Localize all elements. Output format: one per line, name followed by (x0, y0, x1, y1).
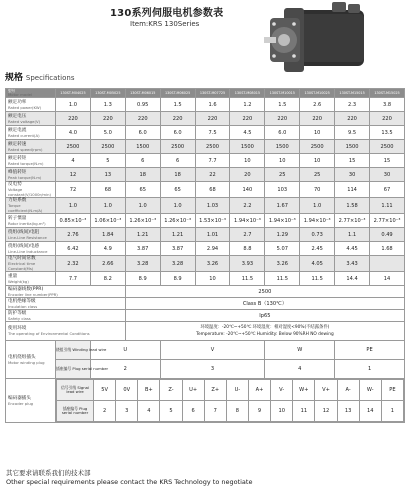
spec-row-label-cn: 力矩系数 (8, 198, 27, 203)
winding-plug-number-cell: 3 (160, 360, 265, 379)
encoder-line-row-value: 2500 (125, 286, 404, 298)
spec-cell: 2500 (56, 140, 91, 154)
encoder-signal-row-cell: Z- (160, 380, 182, 401)
encoder-signal-row-cell: Z+ (204, 380, 226, 401)
encoder-signal-row-cell: U+ (182, 380, 204, 401)
spec-cell: 11.5 (230, 272, 265, 286)
spec-cell: 25 (265, 168, 300, 182)
spec-row-label-en: Rotor inertia(kg.m²) (8, 220, 46, 226)
spec-row-label-en: Rated voltage(V) (8, 118, 41, 124)
spec-cell: 220 (56, 112, 91, 126)
spec-cell: 15 (370, 154, 405, 168)
spec-cell: 8.8 (230, 242, 265, 256)
spec-row (6, 242, 405, 256)
winding-plug-label (6, 341, 56, 379)
spec-row-label-cn: 绕组(线间)电感 (8, 243, 40, 249)
spec-cell: 1500 (265, 140, 300, 154)
insulation-row-label-cn: 电机绝缘等级 (8, 298, 36, 304)
spec-row-label-en: Electrical time Constant(Ms) (8, 261, 36, 271)
spec-cell: 10 (265, 154, 300, 168)
spec-row (6, 126, 405, 140)
spec-cell: 10 (300, 154, 335, 168)
spec-cell: 1.0 (56, 98, 91, 112)
encoder-number-row-label: 插座编号 Plug serial number (57, 401, 94, 422)
spec-cell: 3.28 (160, 256, 195, 272)
winding-plug-number-cell: 4 (265, 360, 335, 379)
spec-row-label-en: Rated power(KW) (8, 104, 42, 110)
spec-cell (370, 256, 405, 272)
spec-row-label-cn: 峰值转矩 (8, 169, 27, 175)
spec-cell: 8.9 (125, 272, 160, 286)
spec-cell: 1.0 (300, 198, 335, 214)
environment-line-cn: 环境温度：-20℃~+50℃ 环境湿度：相对湿度<90%(不结露条件) (200, 325, 330, 330)
encoder-signal-row-cell: W+ (293, 380, 315, 401)
model-header-cell: 130ST-M15015 (335, 89, 370, 98)
encoder-number-row-cell: 11 (293, 401, 315, 422)
encoder-signal-row (57, 380, 404, 401)
spec-cell: 4.45 (335, 242, 370, 256)
spec-row (6, 154, 405, 168)
spec-cell: 68 (195, 182, 230, 198)
encoder-number-row-cell: 2 (94, 401, 116, 422)
encoder-signal-row-label: 信号引线 Signal lead wire (57, 380, 94, 401)
safety-row-value: Ip65 (125, 310, 404, 322)
winding-pin-cell: W (265, 341, 335, 360)
spec-row-label-en: Peak torque(N.m) (8, 174, 42, 180)
safety-row-label-cn: 防护等级 (8, 310, 27, 316)
spec-cell: 220 (370, 112, 405, 126)
spec-row (6, 256, 405, 272)
spec-cell: 1.0 (160, 198, 195, 214)
encoder-line-row-label (6, 286, 126, 298)
winding-plug-label-cn: 电机绕组插头 (8, 354, 36, 360)
spec-cell: 2.77×10⁻³ (370, 214, 405, 228)
page-subtitle: Item:KRS 130Series (130, 20, 200, 28)
insulation-row-label-en: Insulation class (8, 303, 38, 309)
spec-cell: 3.28 (125, 256, 160, 272)
spec-cell: 6 (125, 154, 160, 168)
spec-cell: 65 (160, 182, 195, 198)
spec-row-label-en: Rated current(A) (8, 132, 40, 138)
encoder-number-row-cell: 5 (160, 401, 182, 422)
spec-cell: 2.76 (56, 228, 91, 242)
environment-label (6, 322, 126, 341)
spec-cell: 6 (160, 154, 195, 168)
spec-cell: 2500 (300, 140, 335, 154)
environment-line-en: Temperature: -20℃~+50℃ Humidity: Below 90%RH NO dewing (196, 332, 334, 337)
spec-cell: 1.5 (160, 98, 195, 112)
environment-row (6, 322, 405, 341)
spec-cell: 140 (230, 182, 265, 198)
spec-cell: 0.49 (370, 228, 405, 242)
encoder-pin-table (56, 379, 404, 422)
spec-cell: 30 (335, 168, 370, 182)
spec-cell: 2500 (195, 140, 230, 154)
encoder-number-row-cell: 6 (182, 401, 204, 422)
spec-row-label (6, 228, 56, 242)
spec-row-label-en: Rated speed(rpm) (8, 146, 43, 152)
winding-plug-number-label: 插座编号 Plug serial number (56, 360, 91, 379)
spec-row-label (6, 126, 56, 140)
spec-row-label (6, 182, 56, 198)
spec-cell: 1.26×10⁻³ (125, 214, 160, 228)
spec-cell: 2.94 (195, 242, 230, 256)
winding-plug-number-cell: 2 (90, 360, 160, 379)
spec-cell: 1.1 (335, 228, 370, 242)
winding-pin-cell: PE (335, 341, 405, 360)
model-header-label (6, 89, 56, 98)
encoder-number-row-cell: 8 (226, 401, 248, 422)
model-header-cell: 130ST-M08015 (230, 89, 265, 98)
spec-cell: 72 (56, 182, 91, 198)
spec-cell: 220 (90, 112, 125, 126)
spec-cell: 4.0 (56, 126, 91, 140)
insulation-row (6, 298, 405, 310)
spec-row-label-cn: 额定转速 (8, 141, 27, 147)
encoder-number-row-cell: 13 (337, 401, 359, 422)
spec-row-label (6, 256, 56, 272)
winding-pin-cell: U (90, 341, 160, 360)
spec-cell: 2.6 (300, 98, 335, 112)
winding-plug-number-cell: 1 (335, 360, 405, 379)
spec-row-label-cn: 转子惯量 (8, 215, 27, 221)
encoder-signal-row-cell: A+ (248, 380, 270, 401)
spec-cell: 2.32 (56, 256, 91, 272)
spec-cell: 10 (300, 126, 335, 140)
model-header-cell: 130ST-M06015 (125, 89, 160, 98)
spec-cell: 2.45 (300, 242, 335, 256)
spec-cell: 8.9 (160, 272, 195, 286)
spec-heading-cn: 规格 (5, 73, 24, 83)
safety-row-label-en: Safety class (8, 315, 31, 321)
spec-cell: 1.3 (90, 98, 125, 112)
spec-row (6, 182, 405, 198)
encoder-line-row-label-cn: 编码器线数(PPR) (8, 286, 44, 292)
spec-cell: 67 (370, 182, 405, 198)
spec-cell: 220 (230, 112, 265, 126)
spec-row-label (6, 140, 56, 154)
spec-cell: 1.94×10⁻³ (230, 214, 265, 228)
model-header-cell: 130ST-M10025 (300, 89, 335, 98)
spec-row-label (6, 214, 56, 228)
spec-cell: 0.85×10⁻³ (56, 214, 91, 228)
spec-heading-en: Specifications (25, 74, 75, 82)
spec-cell: 12 (56, 168, 91, 182)
spec-row-label (6, 168, 56, 182)
spec-cell: 4.05 (300, 256, 335, 272)
spec-row-label (6, 112, 56, 126)
spec-cell: 1.58 (335, 198, 370, 214)
safety-row-label (6, 310, 126, 322)
model-header-label-en: Motor model (8, 92, 33, 97)
insulation-row-value: Class B（130℃） (125, 298, 404, 310)
spec-cell: 3.43 (335, 256, 370, 272)
spec-cell: 103 (265, 182, 300, 198)
encoder-signal-row-cell: A- (337, 380, 359, 401)
model-header-cell: 130ST-M07725 (195, 89, 230, 98)
spec-cell: 3.26 (265, 256, 300, 272)
spec-cell: 1.0 (56, 198, 91, 214)
spec-cell: 1.26×10⁻³ (160, 214, 195, 228)
encoder-number-row-cell: 7 (204, 401, 226, 422)
winding-pin-cell: V (160, 341, 265, 360)
encoder-plug-label-en: Encoder plug (8, 400, 34, 406)
spec-cell: 220 (335, 112, 370, 126)
model-header-cell: 130ST-M05025 (90, 89, 125, 98)
spec-row-label (6, 154, 56, 168)
spec-row (6, 98, 405, 112)
spec-cell: 1.67 (265, 198, 300, 214)
spec-row-label-cn: 额定电流 (8, 127, 27, 133)
encoder-signal-row-cell: V- (271, 380, 293, 401)
spec-row-label (6, 98, 56, 112)
environment-value (125, 322, 404, 341)
spec-cell: 2500 (160, 140, 195, 154)
spec-cell: 7.7 (195, 154, 230, 168)
insulation-row-label (6, 298, 126, 310)
spec-row-label-en: Voltage constant(V/1000r/min) (8, 187, 52, 197)
spec-cell: 2.2 (230, 198, 265, 214)
spec-cell: 1.6 (195, 98, 230, 112)
spec-row (6, 168, 405, 182)
spec-row-label-cn: 重量 (8, 273, 18, 279)
spec-cell: 20 (230, 168, 265, 182)
model-header-cell: 130ST-M04025 (56, 89, 91, 98)
spec-row-label-en: Rated torque(N.m) (8, 160, 44, 166)
spec-row-label-cn: 反电势 (8, 182, 22, 187)
spec-cell: 22 (195, 168, 230, 182)
encoder-signal-row-cell: 0V (116, 380, 138, 401)
spec-cell: 1.53×10⁻³ (195, 214, 230, 228)
spec-cell: 2.66 (90, 256, 125, 272)
specifications-table (5, 88, 405, 423)
spec-row (6, 198, 405, 214)
spec-cell: 11.5 (265, 272, 300, 286)
encoder-line-row (6, 286, 405, 298)
spec-cell: 1.94×10⁻³ (265, 214, 300, 228)
model-header-cell: 130ST-M06025 (160, 89, 195, 98)
spec-cell: 1.06×10⁻³ (90, 214, 125, 228)
spec-cell: 65 (125, 182, 160, 198)
spec-row-label (6, 242, 56, 256)
encoder-number-row (57, 401, 404, 422)
spec-cell: 3.87 (125, 242, 160, 256)
encoder-plug-label (6, 379, 56, 423)
spec-cell: 4 (56, 154, 91, 168)
spec-cell: 0.95 (125, 98, 160, 112)
encoder-number-row-cell: 12 (315, 401, 337, 422)
spec-cell: 1.94×10⁻³ (300, 214, 335, 228)
spec-row-label-en: Line-Line Inductance (8, 248, 48, 254)
spec-cell: 70 (300, 182, 335, 198)
footer-note-en: Other special requirements please contact the KRS Technology to negotiate (6, 478, 253, 486)
spec-cell: 14 (370, 272, 405, 286)
spec-row-label-cn: 绕组(线间)电阻 (8, 229, 40, 235)
spec-cell: 6.0 (125, 126, 160, 140)
spec-cell: 13 (90, 168, 125, 182)
spec-cell: 10 (230, 154, 265, 168)
spec-row (6, 140, 405, 154)
spec-cell: 1.11 (370, 198, 405, 214)
spec-cell: 2500 (370, 140, 405, 154)
spec-cell: 1.0 (125, 198, 160, 214)
spec-cell: 1.0 (90, 198, 125, 214)
environment-label-en: The operating of Environmental Conditions (8, 331, 90, 336)
spec-row-label-cn: 电气时间常数 (8, 256, 36, 261)
spec-cell: 1.84 (90, 228, 125, 242)
spec-cell: 68 (90, 182, 125, 198)
spec-row-label (6, 198, 56, 214)
spec-cell: 7.5 (195, 126, 230, 140)
spec-row-label-en: Weight(kg) (8, 278, 29, 284)
encoder-signal-row-cell: V+ (315, 380, 337, 401)
spec-cell: 114 (335, 182, 370, 198)
spec-cell: 220 (160, 112, 195, 126)
safety-row (6, 310, 405, 322)
spec-cell: 6.0 (160, 126, 195, 140)
spec-cell: 220 (265, 112, 300, 126)
winding-lead-row (6, 341, 405, 360)
model-header-cell: 130ST-M10015 (265, 89, 300, 98)
spec-cell: 10 (195, 272, 230, 286)
spec-cell: 18 (125, 168, 160, 182)
spec-row-label-en: Torque coefficient(N.m/A) (8, 203, 43, 213)
spec-cell: 3.87 (160, 242, 195, 256)
spec-cell: 5 (90, 154, 125, 168)
spec-cell: 4.9 (90, 242, 125, 256)
spec-cell: 30 (370, 168, 405, 182)
spec-cell: 1500 (125, 140, 160, 154)
spec-cell: 220 (125, 112, 160, 126)
encoder-plug-row (6, 379, 405, 423)
spec-row (6, 272, 405, 286)
spec-cell: 1.21 (125, 228, 160, 242)
model-header-row (6, 89, 405, 98)
spec-cell: 4.5 (230, 126, 265, 140)
page-title: 130系列伺服电机参数表 (110, 8, 224, 19)
winding-plug-label-en: Motor winding plug (8, 359, 45, 365)
encoder-signal-row-cell: 5V (94, 380, 116, 401)
footer-note-cn: 其它要求请联系我们的技术部 (6, 469, 91, 477)
encoder-line-row-label-en: Encoder line number(PPR) (8, 291, 58, 297)
spec-row (6, 112, 405, 126)
spec-row-label-cn: 额定功率 (8, 99, 27, 105)
encoder-signal-row-cell: B+ (138, 380, 160, 401)
encoder-number-row-cell: 3 (116, 401, 138, 422)
spec-row-label-cn: 额定转矩 (8, 155, 27, 161)
spec-cell: 1.01 (195, 228, 230, 242)
spec-cell: 8.2 (90, 272, 125, 286)
spec-cell: 1500 (230, 140, 265, 154)
spec-cell: 14.4 (335, 272, 370, 286)
spec-cell: 3.26 (195, 256, 230, 272)
spec-cell: 6.42 (56, 242, 91, 256)
spec-cell: 1500 (335, 140, 370, 154)
encoder-plug-label-cn: 编码器插头 (8, 395, 31, 401)
spec-row (6, 228, 405, 242)
spec-cell: 220 (195, 112, 230, 126)
encoder-signal-row-cell: PE (381, 380, 403, 401)
spec-cell: 1.5 (265, 98, 300, 112)
spec-cell: 5.0 (90, 126, 125, 140)
spec-cell: 25 (300, 168, 335, 182)
winding-plug-row (6, 360, 405, 379)
encoder-number-row-cell: 4 (138, 401, 160, 422)
spec-cell: 9.5 (335, 126, 370, 140)
spec-cell: 1.68 (370, 242, 405, 256)
spec-cell: 1.03 (195, 198, 230, 214)
encoder-number-row-cell: 9 (248, 401, 270, 422)
spec-cell: 18 (160, 168, 195, 182)
servo-motor-image (262, 2, 382, 80)
spec-cell: 1.21 (160, 228, 195, 242)
encoder-number-row-cell: 14 (359, 401, 381, 422)
spec-row (6, 214, 405, 228)
spec-cell: 2.7 (230, 228, 265, 242)
spec-cell: 2500 (90, 140, 125, 154)
encoder-signal-row-cell: W- (359, 380, 381, 401)
spec-cell: 1.29 (265, 228, 300, 242)
spec-cell: 0.73 (300, 228, 335, 242)
spec-cell: 13.5 (370, 126, 405, 140)
spec-cell: 6.0 (265, 126, 300, 140)
specifications-heading (5, 70, 74, 83)
spec-cell: 15 (335, 154, 370, 168)
spec-cell: 1.2 (230, 98, 265, 112)
spec-row-label-cn: 额定电压 (8, 113, 27, 119)
environment-label-cn: 使用环境 (8, 326, 27, 331)
spec-cell: 220 (300, 112, 335, 126)
spec-cell: 7.7 (56, 272, 91, 286)
spec-cell: 3.93 (230, 256, 265, 272)
spec-row-label-en: Line-Line Resistance (8, 234, 47, 240)
spec-row-label (6, 272, 56, 286)
model-header-cell: 130ST-M15025 (370, 89, 405, 98)
spec-cell: 5.07 (265, 242, 300, 256)
winding-lead-label: 绕组引线 Winding lead wire (56, 341, 91, 360)
spec-cell: 2.3 (335, 98, 370, 112)
encoder-plug-grid-cell (56, 379, 405, 423)
model-header-label-cn: 型号 (8, 89, 16, 93)
encoder-signal-row-cell: U- (226, 380, 248, 401)
spec-cell: 2.77×10⁻³ (335, 214, 370, 228)
spec-cell: 3.8 (370, 98, 405, 112)
spec-cell: 11.5 (300, 272, 335, 286)
encoder-number-row-cell: 1 (381, 401, 403, 422)
encoder-number-row-cell: 10 (271, 401, 293, 422)
